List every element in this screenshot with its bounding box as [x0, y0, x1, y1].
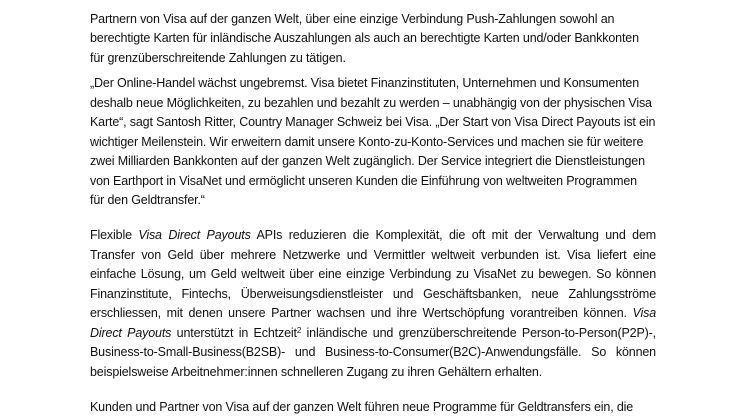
text-line: beispielsweise Arbeitnehmer:innen schnelleren Zugang zu ihren Gehältern erhalten. [90, 364, 543, 379]
footnote-marker: 2 [296, 325, 302, 335]
text-line: für den Geldtransfer.“ [90, 193, 205, 207]
text-line: Partnern von Visa auf der ganzen Welt, über eine einzige Verbindung Push-Zahlungen sowohl an [90, 11, 615, 26]
text-segment: APIs reduzieren die Komplexität, die oft mit der Verwaltung und dem [250, 228, 656, 242]
text-segment: unterstützt in Echtzeit [171, 325, 297, 340]
text-line: für grenzüberschreitende Zahlungen zu tätigen. [90, 50, 346, 65]
paragraph-partner-payouts [90, 0, 656, 68]
text-line: Transfer von Geld über mehrere Netzwerke und Vermittler weltweit verbunden ist. Visa liefert eine [90, 247, 656, 262]
product-name: Visa [632, 306, 656, 320]
product-name: Direct Payouts [90, 325, 172, 340]
text-line: „Der Online-Handel wächst ungebremst. Visa bietet Finanzinstituten, Unternehmen und Konsumenten [90, 76, 640, 90]
text-line: von Earthport in VisaNet und ermöglicht unseren Kunden die Einführung von weltweiten Programmen [90, 173, 637, 188]
text-segment: inländische und grenzüberschreitende Person-to-Person(P2P)-, [301, 325, 656, 340]
text-line [90, 304, 656, 324]
text-line: deshalb neue Möglichkeiten, zu bezahlen und bezahlt zu werden – unabhängig von der physischen Visa [90, 95, 652, 110]
text-line: zwei Milliarden Bankkonten auf der ganzen Welt zugänglich. Der Service integriert die Dienstleistungen [90, 154, 645, 168]
text-line [90, 226, 656, 246]
text-line: einfache Lösung, um Geld weltweit über eine einzige Verbindung zu VisaNet zu bewegen. So können [90, 267, 656, 281]
text-segment: erschliessen, mit denen unsere Partner wachsen und ihre Wertschöpfung vorantreiben können. [90, 306, 633, 320]
text-line: berechtigte Karten für inländische Auszahlungen als auch an berechtigte Karten und/oder Bankkonten [90, 31, 639, 45]
text-line: wichtiger Meilenstein. Wir erweitern damit unsere Konto-zu-Konto-Services und machen sie für weitere [90, 134, 644, 149]
product-name: Visa Direct Payouts [138, 228, 251, 242]
paragraph-quote [90, 74, 656, 211]
paragraph-customers-partners [90, 398, 656, 418]
text-line: Business-to-Small-Business(B2SB)- und Business-to-Consumer(B2C)-Anwendungsfälle. So können [90, 345, 656, 359]
text-line [90, 0, 656, 10]
text-segment: Flexible [90, 228, 139, 242]
text-line: Karte“, sagt Santosh Ritter, Country Manager Schweiz bei Visa. „Der Start von Visa Direct Payouts ist ein [90, 115, 656, 129]
text-line [90, 324, 656, 344]
paragraph-flexible-apis [90, 226, 656, 382]
text-line: Finanzinstitute, Fintechs, Überweisungsdienstleister und Geschäftsbanken, neue Zahlungsströme [90, 286, 656, 301]
text-line: Kunden und Partner von Visa auf der ganzen Welt führen neue Programme für Geldtransfers ein, die [90, 400, 634, 414]
